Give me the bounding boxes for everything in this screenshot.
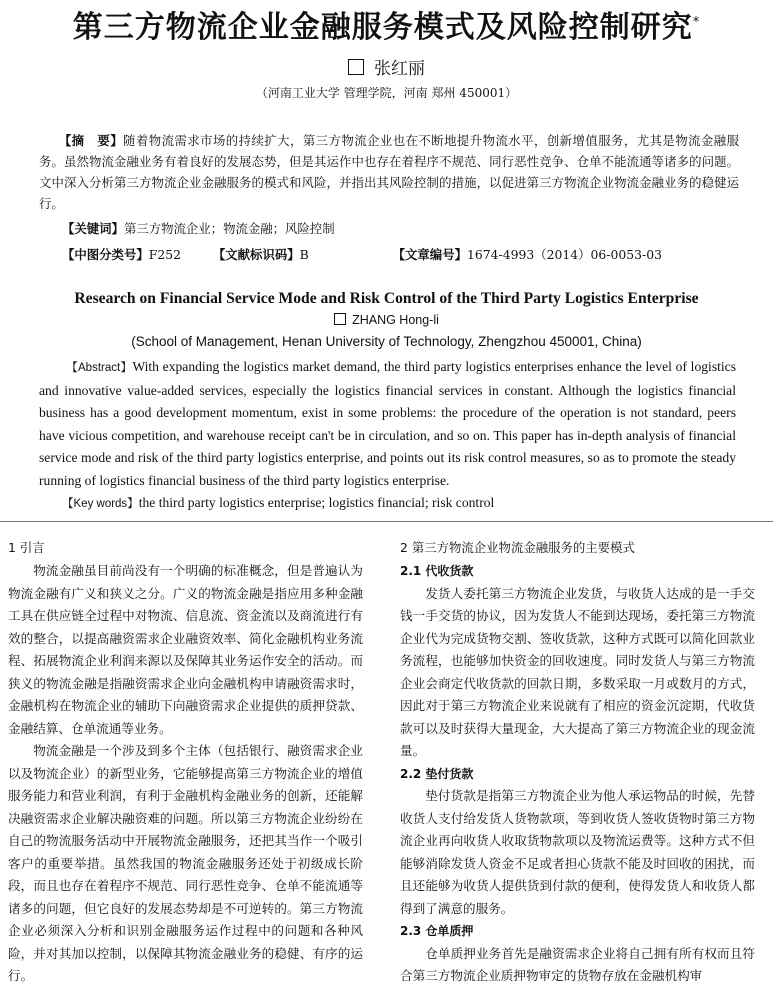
english-affiliation: (School of Management, Henan University of Technology, Zhengzhou 450001, China) <box>131 334 642 349</box>
article-no-label: 【文章编号】 <box>392 247 467 262</box>
chinese-abstract <box>39 130 739 214</box>
clc-code: F252 <box>148 247 181 262</box>
abstract-label: 【摘 要】 <box>58 133 124 148</box>
paragraph: 仓单质押业务首先是融资需求企业将自己拥有所有权而且符合第三方物流企业质押物审定的货物存放在金融机构审 <box>400 945 755 983</box>
english-abstract-text: With expanding the logistics market demand, the third party logistics enterprises enhance the level of logistics and innovative value-added services, especially the logistics financial services in constant. Although the logistics financial business has a good development momentum, exist in some problems: the procedure of the operation is not standard, peers have vicious competition, and warehouse receipt can't be in circulation, and so on. This paper has in-depth analysis of financial service mode and risk of the third party logistics enterprise, and points out its risk control measures, so as to promote the steady running of logistics financial business of the third party logistics enterprise. <box>39 359 736 488</box>
doc-code: B <box>299 247 309 262</box>
paragraph: 垫付货款是指第三方物流企业为他人承运物品的时候，先替收货人支付给发货人货物款项，等到收货人签收货物时第三方物流企业再向收货人收取货物款项以及物流运费等。这种方式不但能够消除发货人资金不足或者担心货款不能及时回收的困扰，而且还能够为收货人提供货到付款的便利，使得发货人和收货人都得到了满意的服务。 <box>400 788 755 916</box>
square-box-icon <box>348 59 364 75</box>
author-name: 张红丽 <box>374 59 425 79</box>
english-author: ZHANG Hong-li <box>352 313 439 327</box>
abstract-text: 随着物流需求市场的持续扩大，第三方物流企业也在不断地提升物流水平，创新增值服务，尤其是物流金融服务。虽然物流金融业务有着良好的发展态势，但是其运作中也存在着程序不规范、同行恶性竞争、仓单不能流通等诸多的问题。文中深入分析第三方物流企业金融服务的模式和风险，并指出其风险控制的措施，以促进第三方物流企业物流金融业务的稳健运行。 <box>39 133 740 211</box>
section-1-heading: 1 引言 <box>8 540 45 555</box>
paragraph: 发货人委托第三方物流企业发货，与收货人达成的是一手交钱一手交货的协议，因为发货人不能到达现场，委托第三方物流企业代为完成货物交割、签收货款，这种方式既可以简化回款业务流程，也能够加快资金的回收速度。同时发货人与第三方物流企业会商定代收货款的回款日期，多数采取一月或数月的方式，因此对于第三方物流企业来说就有了相应的资金沉淀期，代收货款可以及时获得大量现金，大大提高了第三方物流企业的现金流量。 <box>400 585 755 758</box>
subsection-2-3-heading: 2.3 仓单质押 <box>400 924 474 938</box>
doc-code-label: 【文献标识码】 <box>212 247 300 262</box>
english-author-line <box>0 313 773 327</box>
english-keywords <box>62 495 494 511</box>
english-abstract <box>39 356 736 492</box>
subsection-2-2-heading: 2.2 垫付货款 <box>400 766 474 781</box>
classification-line <box>62 246 662 264</box>
english-abstract-label: 【Abstract】 <box>66 362 133 374</box>
subsection-2-1-heading: 2.1 代收货款 <box>400 564 474 578</box>
left-column <box>8 536 363 988</box>
square-box-icon <box>334 313 346 325</box>
chinese-keywords <box>62 220 335 238</box>
english-keywords-label: 【Key words】 <box>62 498 139 510</box>
affiliation: （河南工业大学 管理学院，河南 郑州 450001） <box>255 86 518 100</box>
english-title: Research on Financial Service Mode and Risk Control of the Third Party Logistics Enterprise <box>74 290 699 307</box>
author-line <box>0 54 773 79</box>
section-2-heading: 2 第三方物流企业物流金融服务的主要模式 <box>400 540 635 555</box>
clc-label: 【中图分类号】 <box>62 247 149 262</box>
title-footnote-mark: * <box>692 15 701 30</box>
english-keywords-text: the third party logistics enterprise; logistics financial; risk control <box>138 495 495 510</box>
paper-title: 第三方物流企业金融服务模式及风险控制研究* <box>72 10 701 45</box>
paragraph: 物流金融是一个涉及到多个主体（包括银行、融资需求企业以及物流企业）的新型业务，它能够提高第三方物流企业的增值服务能力和营业利润，有利于金融机构金融业务的创新，还能解决融资需求企业解决融资难的问题。所以第三方物流企业纷纷在自己的物流服务活动中开展物流金融服务，还把其当作一个吸引客户的重要举措。虽然我国的物流金融服务还处于初级成长阶段，而且也存在着程序不规范、同行恶性竞争、仓单不能流通等诸多的问题，但它良好的发展态势却是不可逆转的。第三方物流企业必须深入分析和识别金融服务运作过程中的问题和各种风险，并对其加以控制，以保障其物流金融业务的稳健、有序的运行。 <box>8 743 363 983</box>
article-no: 1674-4993（2014）06-0053-03 <box>466 247 662 262</box>
right-column <box>400 536 755 988</box>
keywords-label: 【关键词】 <box>62 221 124 236</box>
keywords-text: 第三方物流企业；物流金融；风险控制 <box>123 221 335 236</box>
paragraph: 物流金融虽目前尚没有一个明确的标准概念，但是普遍认为物流金融有广义和狭义之分。广义的物流金融是指应用多种金融工具在供应链全过程中对物流、信息流、资金流以及商流进行有效的整合，以提高融资需求企业融资效率、简化金融机构业务流程、拓展物流企业利润来源以及保障其业务运作安全的活动。而狭义的物流金融是指融资需求企业向金融机构申请融资需求时，金融机构在物流企业的辅助下向融资需求企业提供的质押贷款、金融结算、仓单流通等业务。 <box>8 563 363 736</box>
section-divider <box>0 521 773 522</box>
